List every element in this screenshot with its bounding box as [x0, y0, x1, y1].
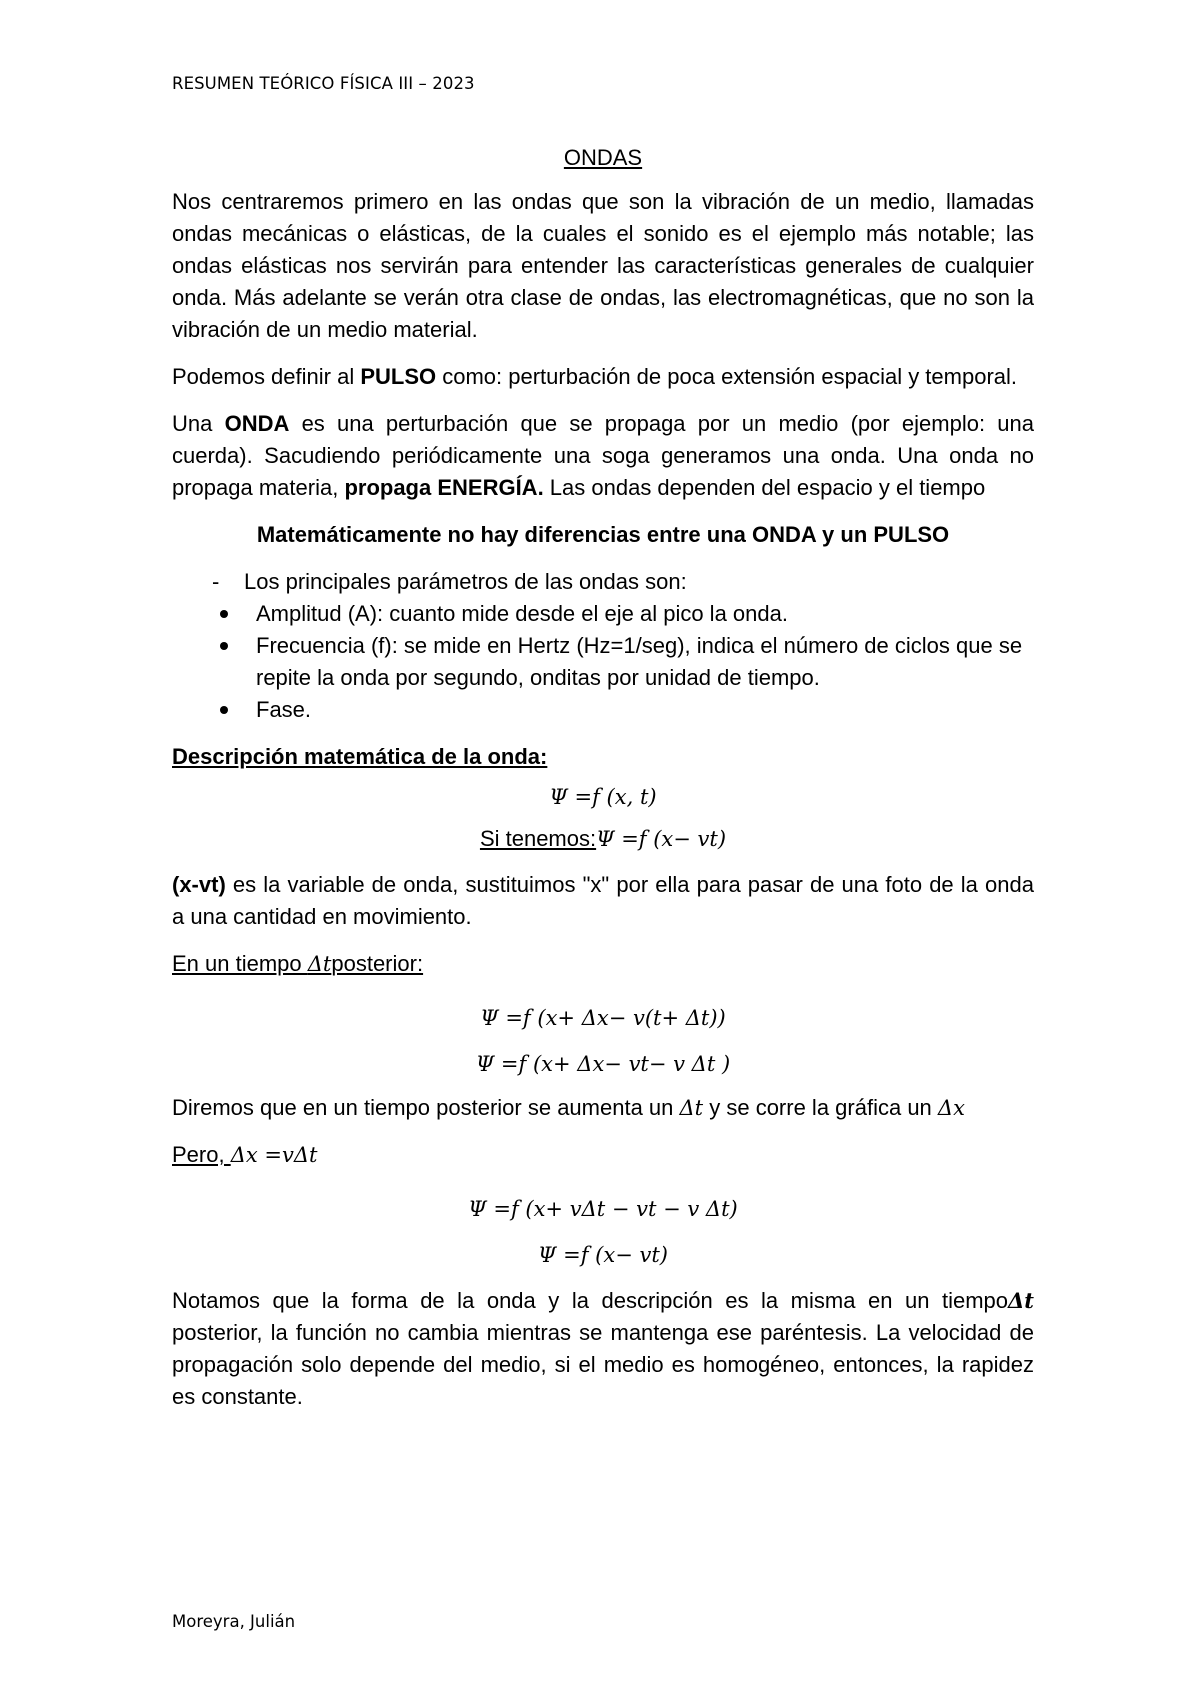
list-item	[172, 630, 1034, 694]
text: como: perturbación de poca extensión espacial y temporal.	[436, 364, 1018, 389]
equation-substitution: Ψ =f (x+ vΔt − vt − v Δt)	[468, 1197, 738, 1221]
list-item-text: Amplitud (A): cuanto mide desde el eje al pico la onda.	[256, 601, 788, 626]
text: Notamos que la forma de la onda y la descripción es la misma en un tiempo	[172, 1288, 1008, 1313]
bullet-icon	[220, 642, 228, 650]
bold-term-xvt: (x-vt)	[172, 872, 226, 897]
list-intro	[172, 566, 1034, 598]
list-item	[172, 598, 1034, 630]
tiempo-line	[172, 948, 1034, 980]
text: Podemos definir al	[172, 364, 361, 389]
bold-term-pulso: PULSO	[360, 364, 437, 389]
list-item	[172, 694, 1034, 726]
parameters-list	[172, 566, 1034, 726]
math-delta-x: Δx	[937, 1096, 965, 1120]
bold-centered-statement: Matemáticamente no hay diferencias entre una ONDA y un PULSO	[256, 522, 950, 547]
paragraph-conclusion	[172, 1285, 1034, 1413]
page-footer: Moreyra, Julián	[172, 1612, 296, 1631]
equation-delta-x: Δx =vΔt	[230, 1143, 318, 1167]
paragraph-diremos	[172, 1092, 1034, 1124]
text: Pero,	[172, 1142, 231, 1167]
paragraph-onda	[172, 408, 1034, 504]
math-delta-t: Δt	[307, 952, 332, 976]
bullet-icon	[220, 610, 228, 618]
math-delta-t: Δt	[679, 1096, 704, 1120]
pero-line	[172, 1139, 1034, 1171]
bullet-icon	[220, 706, 228, 714]
text: posterior, la función no cambia mientras se mantenga ese paréntesis. La velocidad de propagación solo depende del medio, si el medio es homogéneo, entonces, la rapidez es constante.	[172, 1320, 1034, 1409]
text: es una perturbación que se propaga por un medio (por ejemplo: una cuerda). Sacudiendo periódicamente una soga generamos una onda. Una onda no propaga materia,	[172, 411, 1034, 500]
text: Una	[172, 411, 225, 436]
paragraph-wave-variable	[172, 869, 1034, 933]
page-title: ONDAS	[563, 145, 643, 170]
text: Diremos que en un tiempo posterior se aumenta un	[172, 1095, 680, 1120]
dash-marker: -	[212, 569, 220, 594]
document-body	[172, 142, 1034, 1428]
bold-term-onda: ONDA	[224, 411, 290, 436]
page-header: RESUMEN TEÓRICO FÍSICA III – 2023	[172, 74, 475, 93]
equation-shift-2: Ψ =f (x+ Δx− vt− v Δt )	[475, 1052, 731, 1076]
text: Las ondas dependen del espacio y el tiempo	[543, 475, 986, 500]
text: En un tiempo	[172, 951, 308, 976]
si-tenemos-label: Si tenemos:	[479, 826, 597, 851]
bold-term-energia: propaga ENERGÍA.	[344, 475, 544, 500]
list-intro-text: Los principales parámetros de las ondas son:	[244, 569, 687, 594]
section-title: Descripción matemática de la onda:	[172, 744, 548, 769]
list-item-text: Fase.	[256, 697, 312, 722]
paragraph-intro: Nos centraremos primero en las ondas que son la vibración de un medio, llamadas ondas mecánicas o elásticas, de la cuales el sonido es el ejemplo más notable; las ondas elásticas nos servirán para entender las características generales de cualquier onda. Más adelante se verán otra clase de ondas, las electromagnéticas, que no son la vibración de un medio material.	[172, 189, 1034, 342]
equation-wave-function: Ψ =f (x, t)	[549, 785, 657, 809]
equation-result: Ψ =f (x− vt)	[538, 1243, 668, 1267]
text: es la variable de onda, sustituimos "x" por ella para pasar de una foto de la onda a una cantidad en movimiento.	[172, 872, 1034, 929]
si-tenemos-line	[172, 823, 1034, 855]
list-item-text: Frecuencia (f): se mide en Hertz (Hz=1/seg), indica el número de ciclos que se repite la onda por segundo, onditas por unidad de tiempo.	[256, 633, 1023, 690]
equation-shift-1: Ψ =f (x+ Δx− v(t+ Δt))	[480, 1006, 726, 1030]
text: posterior:	[331, 951, 424, 976]
paragraph-pulso	[172, 361, 1034, 393]
equation-wave-variable: Ψ =f (x− vt)	[596, 827, 727, 851]
math-delta-t: Δt	[1008, 1288, 1034, 1313]
text: y se corre la gráfica un	[703, 1095, 938, 1120]
